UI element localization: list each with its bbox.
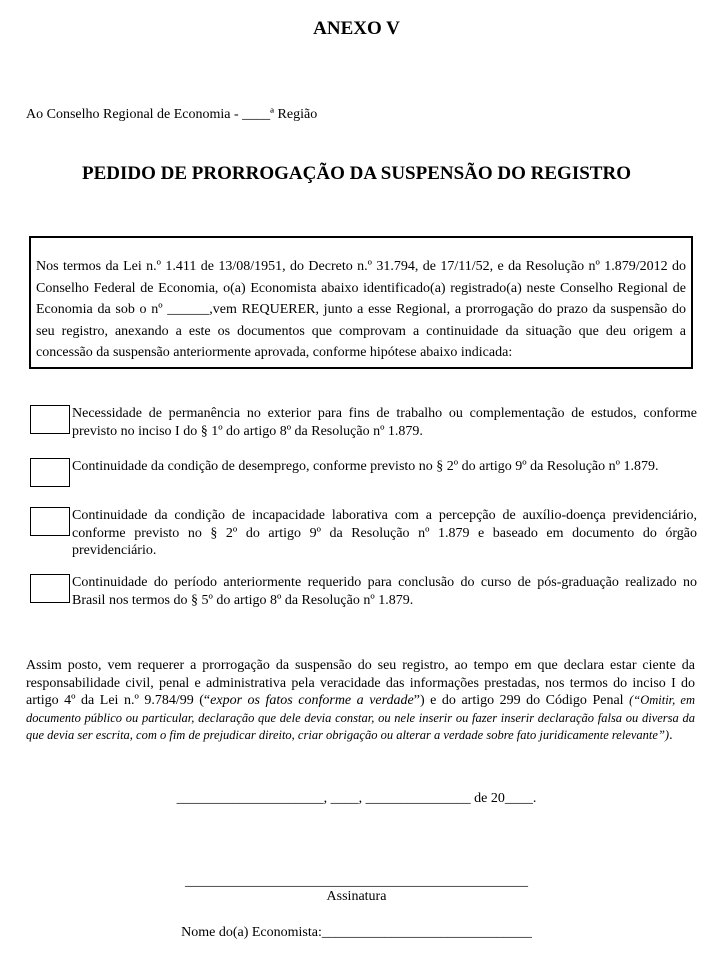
signature-line: _________________________________________________ <box>185 874 528 889</box>
option-incapacity-text: Continuidade da condição de incapacidade laborativa com a percepção de auxílio-doença previdenciário, conforme previsto no § 2º do artigo 9º da Resolução nº 1.879 e baseado em documento do órgão previdenciário. <box>72 508 697 558</box>
date-line: _____________________, ____, _______________ de 20____. <box>176 791 537 806</box>
checkbox-postgraduate[interactable] <box>30 574 70 603</box>
option-postgraduate-text: Continuidade do período anteriormente requerido para conclusão do curso de pós-graduação realizado no Brasil nos termos do § 5º do artigo 8º da Resolução nº 1.879. <box>72 575 697 608</box>
closing-quote: expor os fatos conforme a verdade <box>210 693 414 708</box>
signature-label: Assinatura <box>326 889 387 904</box>
option-abroad-text: Necessidade de permanência no exterior para fins de trabalho ou complementação de estudos, conforme previsto no inciso I do § 1º do artigo 8º da Resolução nº 1.879. <box>72 406 697 439</box>
checkbox-incapacity[interactable] <box>30 507 70 536</box>
option-unemployment-text: Continuidade da condição de desemprego, conforme previsto no § 2º do artigo 9º da Resolução nº 1.879. <box>72 459 659 474</box>
main-title: PEDIDO DE PRORROGAÇÃO DA SUSPENSÃO DO REGISTRO <box>82 163 631 184</box>
request-box <box>29 236 693 369</box>
annex-title: ANEXO V <box>313 18 400 39</box>
option-incapacity <box>30 507 697 560</box>
addressee-line: Ao Conselho Regional de Economia - ____ª Região <box>26 107 318 122</box>
closing-text-part2: ”) e do artigo 299 do Código Penal <box>413 693 630 708</box>
request-text: Nos termos da Lei n.º 1.411 de 13/08/1951, do Decreto n.º 31.794, de 17/11/52, e da Resolução nº 1.879/2012 do Conselho Federal de Economia, o(a) Economista abaixo identificado(a) registrado(a) neste Conselho Regional de Economia da sob o nº ______,vem REQUERER, junto a esse Regional, a prorrogação do prazo da suspensão do seu registro, anexando a este os documentos que comprovam a continuidade da situação que deu origem a concessão da suspensão anteriormente aprovada, conforme hipótese abaixo indicada: <box>36 259 686 360</box>
closing-paragraph <box>26 657 695 745</box>
economist-name-field: Nome do(a) Economista:______________________________ <box>181 925 532 940</box>
option-unemployment <box>30 458 697 476</box>
closing-text-part1: Assim posto, vem requerer a prorrogação da suspensão do seu registro, ao tempo em que declara estar ciente da responsabilidade civil, penal e administrativa pela veracidade das informações prestadas, nos termos do inciso I do artigo 4º da Lei n.º 9.784/99 (“ <box>26 658 695 708</box>
checkbox-unemployment[interactable] <box>30 458 70 487</box>
penal-code-quote: (“Omitir, em documento público ou particular, declaração que dele devia constar, ou nele inserir ou fazer inserir declaração falsa ou diversa da que devia ser escrita, com o fim de prejudicar direito, criar obrigação ou alterar a verdade sobre fato juridicamente relevante”) <box>26 693 695 742</box>
checkbox-abroad[interactable] <box>30 405 70 434</box>
option-postgraduate <box>30 574 697 609</box>
option-abroad <box>30 405 697 440</box>
closing-end: . <box>669 728 673 743</box>
